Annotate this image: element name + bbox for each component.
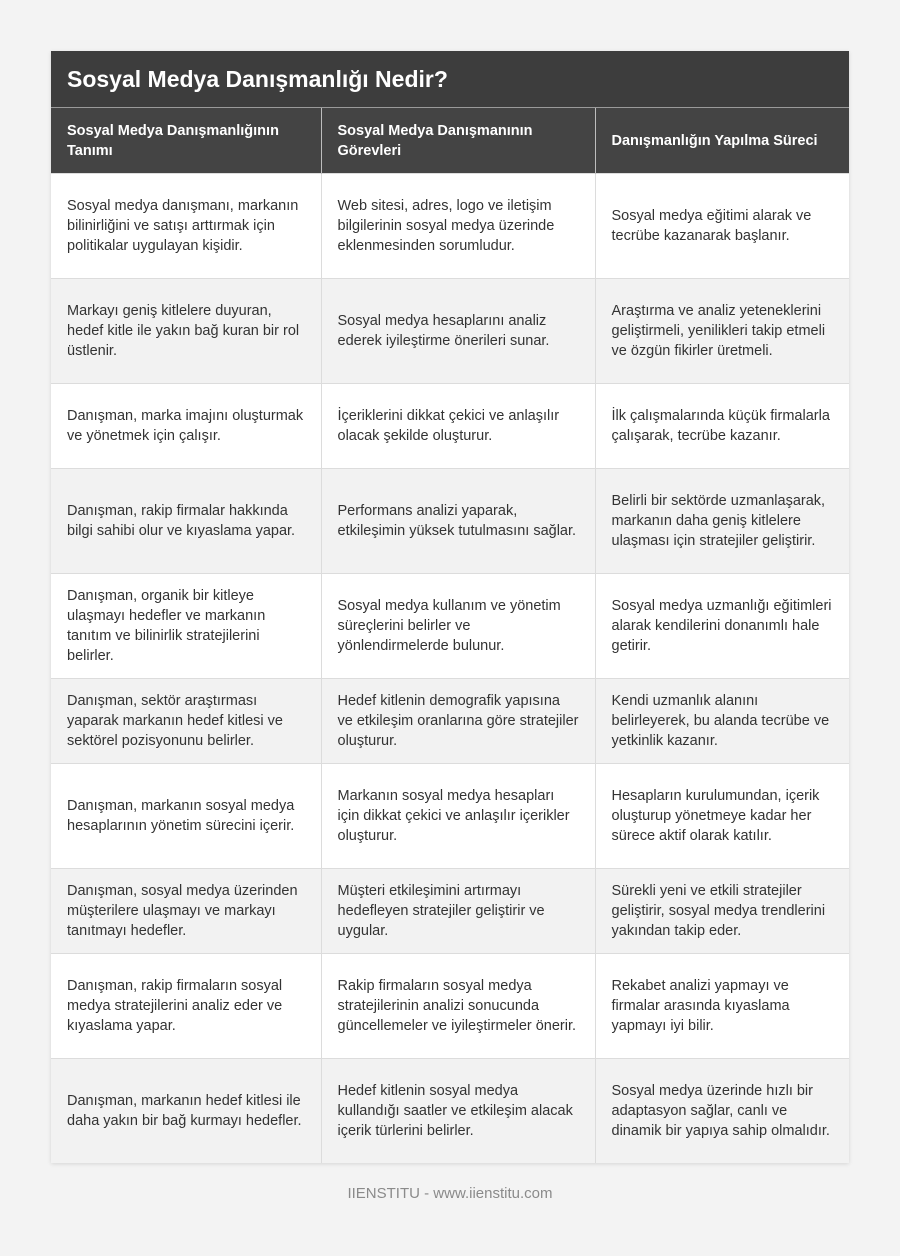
table-row: [51, 574, 849, 679]
table-cell: Belirli bir sektörde uzmanlaşarak, markanın daha geniş kitlelere ulaşması için stratejiler geliştirir.: [595, 469, 849, 574]
table-row: [51, 384, 849, 469]
page-title: Sosyal Medya Danışmanlığı Nedir?: [51, 51, 849, 108]
table-cell: Sosyal medya hesaplarını analiz ederek iyileştirme önerileri sunar.: [321, 279, 595, 384]
table-cell: Rakip firmaların sosyal medya stratejilerinin analizi sonucunda güncellemeler ve iyileştirmeler önerir.: [321, 954, 595, 1059]
table-cell: Danışman, sosyal medya üzerinden müşterilere ulaşmayı ve markayı tanıtmayı hedefler.: [51, 869, 321, 954]
table-cell: Web sitesi, adres, logo ve iletişim bilgilerinin sosyal medya üzerinde eklenmesinden sorumludur.: [321, 174, 595, 279]
table-row: [51, 1059, 849, 1164]
header-row: [51, 108, 849, 174]
table-cell: Hedef kitlenin sosyal medya kullandığı saatler ve etkileşim alacak içerik türlerini belirler.: [321, 1059, 595, 1164]
table-cell: İçeriklerini dikkat çekici ve anlaşılır olacak şekilde oluşturur.: [321, 384, 595, 469]
table-row: [51, 469, 849, 574]
table-cell: İlk çalışmalarında küçük firmalarla çalışarak, tecrübe kazanır.: [595, 384, 849, 469]
table-cell: Markanın sosyal medya hesapları için dikkat çekici ve anlaşılır içerikler oluşturur.: [321, 764, 595, 869]
content-card: [51, 51, 849, 1163]
table-row: [51, 679, 849, 764]
table-cell: Araştırma ve analiz yeteneklerini geliştirmeli, yenilikleri takip etmeli ve özgün fikirler üretmeli.: [595, 279, 849, 384]
table-cell: Danışman, sektör araştırması yaparak markanın hedef kitlesi ve sektörel pozisyonunu belirler.: [51, 679, 321, 764]
table-cell: Hedef kitlenin demografik yapısına ve etkileşim oranlarına göre stratejiler oluşturur.: [321, 679, 595, 764]
column-header: Danışmanlığın Yapılma Süreci: [595, 108, 849, 174]
column-header: Sosyal Medya Danışmanlığının Tanımı: [51, 108, 321, 174]
table-cell: Sosyal medya danışmanı, markanın bilinirliğini ve satışı arttırmak için politikalar uygulayan kişidir.: [51, 174, 321, 279]
table-cell: Sürekli yeni ve etkili stratejiler geliştirir, sosyal medya trendlerini yakından takip eder.: [595, 869, 849, 954]
table-cell: Danışman, marka imajını oluşturmak ve yönetmek için çalışır.: [51, 384, 321, 469]
table-cell: Performans analizi yaparak, etkileşimin yüksek tutulmasını sağlar.: [321, 469, 595, 574]
table-cell: Danışman, organik bir kitleye ulaşmayı hedefler ve markanın tanıtım ve bilinirlik stratejilerini belirler.: [51, 574, 321, 679]
table-cell: Kendi uzmanlık alanını belirleyerek, bu alanda tecrübe ve yetkinlik kazanır.: [595, 679, 849, 764]
footer-credit: IIENSTITU - www.iienstitu.com: [347, 1185, 553, 1202]
table-cell: Danışman, markanın sosyal medya hesaplarının yönetim sürecini içerir.: [51, 764, 321, 869]
table-cell: Rekabet analizi yapmayı ve firmalar arasında kıyaslama yapmayı iyi bilir.: [595, 954, 849, 1059]
table-cell: Müşteri etkileşimini artırmayı hedefleyen stratejiler geliştirir ve uygular.: [321, 869, 595, 954]
table-cell: Sosyal medya üzerinde hızlı bir adaptasyon sağlar, canlı ve dinamik bir yapıya sahip olmalıdır.: [595, 1059, 849, 1164]
table-cell: Sosyal medya uzmanlığı eğitimleri alarak kendilerini donanımlı hale getirir.: [595, 574, 849, 679]
table-cell: Danışman, rakip firmaların sosyal medya stratejilerini analiz eder ve kıyaslama yapar.: [51, 954, 321, 1059]
table-cell: Markayı geniş kitlelere duyuran, hedef kitle ile yakın bağ kuran bir rol üstlenir.: [51, 279, 321, 384]
table-cell: Hesapların kurulumundan, içerik oluşturup yönetmeye kadar her sürece aktif olarak katılır.: [595, 764, 849, 869]
table-row: [51, 869, 849, 954]
table-row: [51, 174, 849, 279]
table-cell: Danışman, rakip firmalar hakkında bilgi sahibi olur ve kıyaslama yapar.: [51, 469, 321, 574]
table-row: [51, 764, 849, 869]
table-row: [51, 954, 849, 1059]
table-cell: Danışman, markanın hedef kitlesi ile daha yakın bir bağ kurmayı hedefler.: [51, 1059, 321, 1164]
table-cell: Sosyal medya eğitimi alarak ve tecrübe kazanarak başlanır.: [595, 174, 849, 279]
table-cell: Sosyal medya kullanım ve yönetim süreçlerini belirler ve yönlendirmelerde bulunur.: [321, 574, 595, 679]
info-table: [51, 108, 849, 1163]
column-header: Sosyal Medya Danışmanının Görevleri: [321, 108, 595, 174]
table-row: [51, 279, 849, 384]
